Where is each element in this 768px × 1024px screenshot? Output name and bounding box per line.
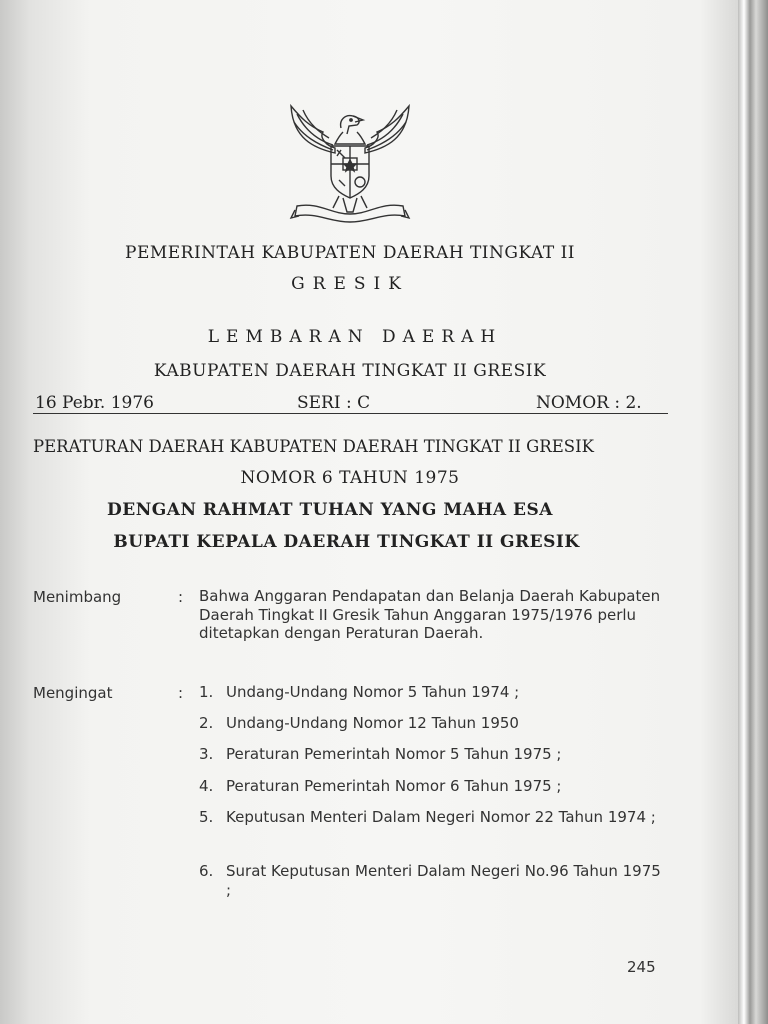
item-number: 2. bbox=[199, 714, 214, 732]
item-text: Undang-Undang Nomor 12 Tahun 1950 bbox=[226, 714, 519, 732]
item-number: 1. bbox=[199, 683, 214, 701]
issue-number: NOMOR : 2. bbox=[536, 393, 642, 413]
book-spine bbox=[738, 0, 768, 1024]
header-government-line: PEMERINTAH KABUPATEN DAERAH TINGKAT II bbox=[125, 243, 575, 263]
header-gazette-subtitle: KABUPATEN DAERAH TINGKAT II GRESIK bbox=[153, 361, 547, 381]
issue-series: SERI : C bbox=[297, 393, 371, 413]
item-text: Keputusan Menteri Dalam Negeri Nomor 22 Tahun 1974 ; bbox=[226, 808, 656, 826]
item-text: Peraturan Pemerintah Nomor 5 Tahun 1975 ; bbox=[226, 745, 562, 763]
item-text: Peraturan Pemerintah Nomor 6 Tahun 1975 ; bbox=[226, 777, 562, 795]
menimbang-label: Menimbang bbox=[33, 588, 122, 606]
page-number: 245 bbox=[627, 958, 656, 976]
menimbang-colon: : bbox=[178, 588, 184, 606]
mengingat-label: Mengingat bbox=[33, 684, 113, 702]
item-number: 4. bbox=[199, 777, 214, 795]
regulation-title: PERATURAN DAERAH KABUPATEN DAERAH TINGKAT II GRESIK bbox=[33, 437, 594, 456]
item-number: 3. bbox=[199, 745, 214, 763]
garuda-emblem-icon bbox=[283, 98, 417, 226]
invocation-line: DENGAN RAHMAT TUHAN YANG MAHA ESA bbox=[107, 500, 553, 520]
menimbang-text: Bahwa Anggaran Pendapatan dan Belanja Daerah Kabupaten Daerah Tingkat II Gresik Tahun Anggaran 1975/1976 perlu ditetapkan dengan Peraturan Daerah. bbox=[199, 587, 661, 642]
mengingat-colon: : bbox=[178, 684, 184, 702]
header-gazette-title: LEMBARAN DAERAH bbox=[207, 327, 503, 347]
divider-rule bbox=[33, 413, 668, 414]
item-text: Surat Keputusan Menteri Dalam Negeri No.96 Tahun 1975 ; bbox=[226, 862, 661, 899]
header-region-name: GRESIK bbox=[291, 274, 409, 294]
regulation-number: NOMOR 6 TAHUN 1975 bbox=[240, 468, 460, 488]
item-text: Undang-Undang Nomor 5 Tahun 1974 ; bbox=[226, 683, 520, 701]
item-number: 6. bbox=[199, 862, 214, 880]
issuer-line: BUPATI KEPALA DAERAH TINGKAT II GRESIK bbox=[113, 532, 580, 552]
issue-date: 16 Pebr. 1976 bbox=[35, 393, 154, 413]
item-number: 5. bbox=[199, 808, 214, 826]
